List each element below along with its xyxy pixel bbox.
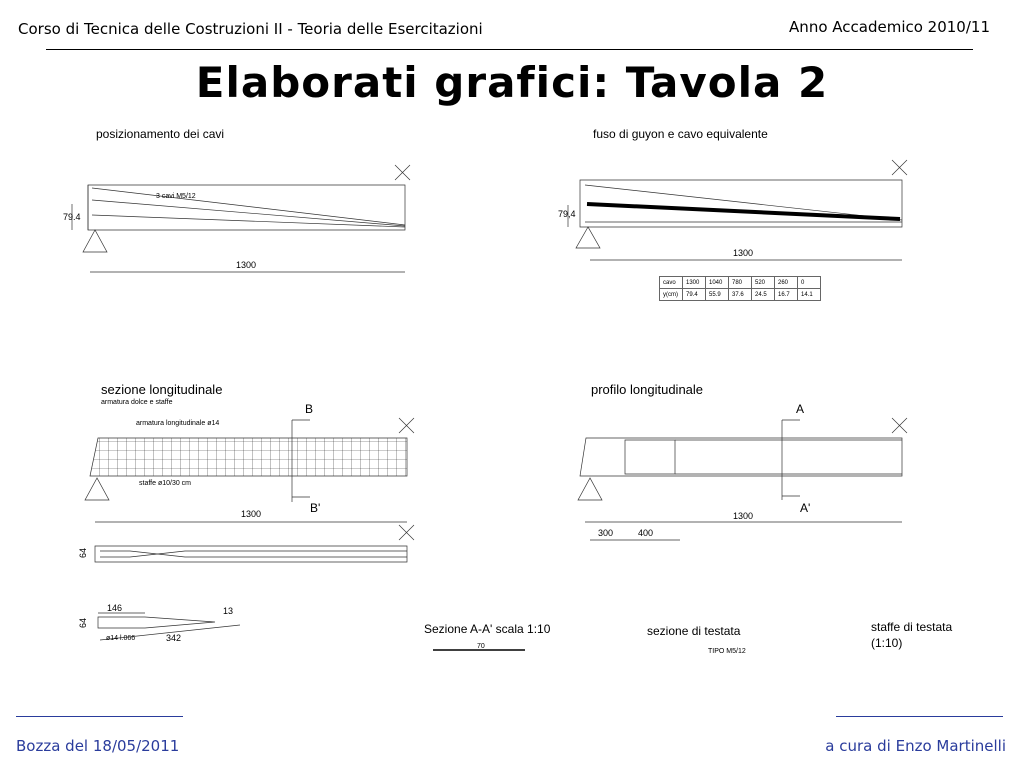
cavi-panel-title: posizionamento dei cavi (96, 127, 225, 141)
detail-dim-d: 64 (78, 617, 89, 629)
profilo-dim-a: 300 (598, 528, 614, 538)
cavi-height-dim: 79.4 (63, 212, 81, 222)
cavi-length-dim: 1300 (236, 260, 257, 270)
profilo-length-dim: 1300 (733, 511, 754, 521)
detail-dim-c: 342 (166, 633, 182, 643)
staffe-testata-scale: (1:10) (871, 636, 903, 650)
table-row (660, 289, 821, 301)
slide-title: Elaborati grafici: Tavola 2 (195, 58, 829, 107)
table-cell: 37.6 (729, 289, 752, 301)
cut-a-label: A (796, 402, 805, 416)
sezione-aa-title: Sezione A-A' scala 1:10 (424, 622, 551, 636)
table-cell: 79.4 (683, 289, 706, 301)
table-cell: 260 (775, 277, 798, 289)
academic-year: Anno Accademico 2010/11 (789, 18, 990, 36)
table-cell: 520 (752, 277, 775, 289)
profilo-drawing (578, 418, 907, 540)
fuso-height-dim: 79,4 (558, 209, 576, 219)
table-cell: 14.1 (798, 289, 821, 301)
profilo-dim-b: 400 (638, 528, 654, 538)
cavo-equivalente-line (587, 204, 900, 219)
detail-dim-a: 146 (107, 603, 123, 613)
footer-rule-left (16, 716, 183, 717)
detail-dim-b: 13 (223, 606, 234, 616)
footer-date: Bozza del 18/05/2011 (16, 737, 180, 755)
footer-author: a cura di Enzo Martinelli (825, 737, 1006, 755)
sezione-long-length-dim: 1300 (241, 509, 262, 519)
fuso-panel-title: fuso di guyon e cavo equivalente (593, 127, 768, 141)
table-cell: 780 (729, 277, 752, 289)
table-row (660, 277, 821, 289)
sezione-long-title: sezione longitudinale (101, 382, 223, 397)
rebar-note: armatura longitudinale ø14 (136, 420, 220, 427)
table-cell: 1300 (683, 277, 706, 289)
cavi-beam-drawing (72, 165, 410, 272)
detail-note: ø14 l.066 (106, 635, 136, 642)
testata-note: TIPO M5/12 (708, 648, 746, 655)
testata-title: sezione di testata (647, 624, 741, 638)
cable-table (659, 276, 821, 301)
cut-a-prime-label: A' (800, 501, 811, 515)
staffe-testata-title: staffe di testata (871, 620, 953, 634)
cut-b-prime-label: B' (310, 501, 321, 515)
sezione-long-subtitle: armatura dolce e staffe (101, 399, 173, 406)
sezione-long-drawing (85, 418, 414, 640)
table-cell: 24.5 (752, 289, 775, 301)
course-title: Corso di Tecnica delle Costruzioni II - Teoria delle Esercitazioni (18, 20, 483, 38)
sezione-aa-dim: 70 (477, 643, 485, 650)
stirrups-note: staffe ø10/30 cm (139, 480, 192, 487)
table-cell: 0 (798, 277, 821, 289)
cavi-note: 3 cavi M5/12 (156, 193, 196, 200)
profilo-title: profilo longitudinale (591, 382, 704, 397)
table-cell: 55.9 (706, 289, 729, 301)
table-cell: 1040 (706, 277, 729, 289)
table-cell: y(cm) (660, 289, 683, 301)
detail-height-dim: 64 (78, 547, 89, 559)
table-cell: cavo (660, 277, 683, 289)
cut-b-label: B (305, 402, 314, 416)
table-cell: 16.7 (775, 289, 798, 301)
fuso-length-dim: 1300 (733, 248, 754, 258)
footer-rule-right (836, 716, 1003, 717)
